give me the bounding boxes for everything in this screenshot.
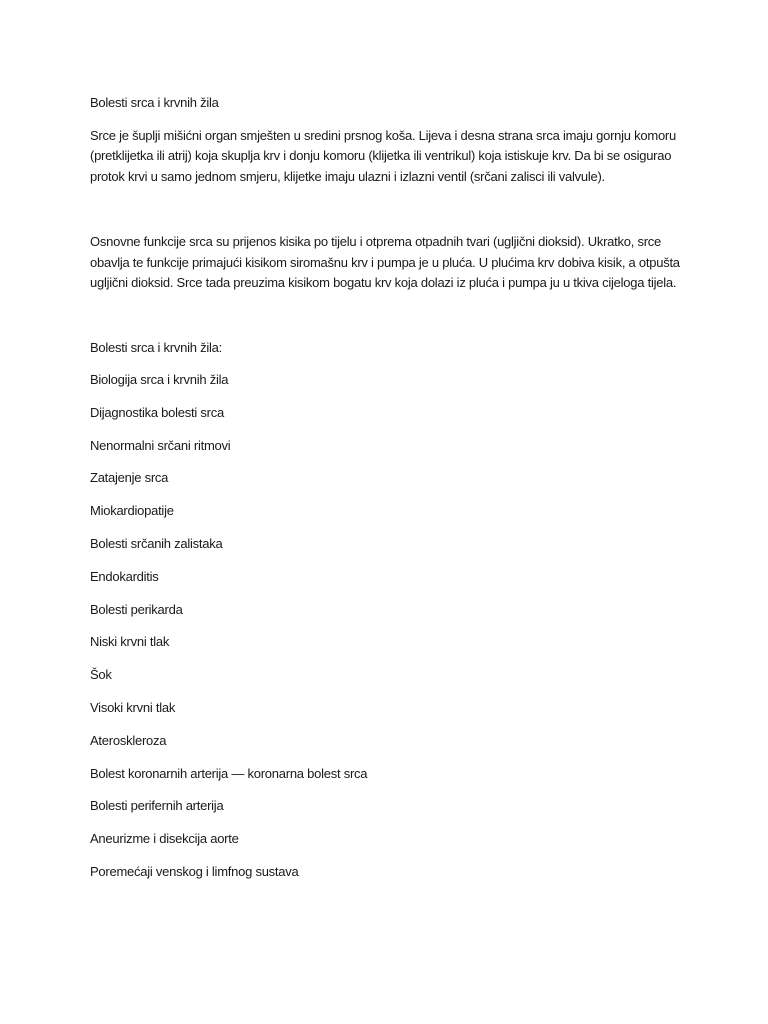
document-title: Bolesti srca i krvnih žila [90,95,219,110]
paragraph-heart-function: Osnovne funkcije srca su prijenos kisika po tijelu i otprema otpadnih tvari (ugljični dioksid). Ukratko, srce obavlja te funkcije primajući kisikom siromašnu krv i pumpa je u pluća. U plućima krv dobiva kisik, a otpušta ugljični dioksid. Srce tada preuzima kisikom bogatu krv koja dolazi iz pluća i pumpa ju u tkiva cijeloga tijela. [90,234,680,290]
list-item: Aneurizme i disekcija aorte [90,831,239,847]
topic-list [90,370,690,882]
list-item: Bolesti srčanih zalistaka [90,535,223,551]
list-heading: Bolesti srca i krvnih žila: [90,339,222,355]
list-item: Bolesti perikarda [90,601,183,617]
list-item: Dijagnostika bolesti srca [90,404,224,420]
list-item: Bolesti perifernih arterija [90,798,224,814]
list-item: Zatajenje srca [90,470,169,486]
document-page [90,93,690,895]
list-item: Niski krvni tlak [90,634,170,650]
list-item: Visoki krvni tlak [90,699,176,715]
list-item: Bolest koronarnih arterija — koronarna bolest srca [90,765,368,781]
list-item: Miokardiopatije [90,503,174,519]
list-item: Nenormalni srčani ritmovi [90,437,231,453]
list-item: Ateroskleroza [90,732,167,748]
list-item: Šok [90,667,112,683]
paragraph-heart-anatomy: Srce je šuplji mišićni organ smješten u sredini prsnog koša. Lijeva i desna strana srca imaju gornju komoru (pretklijetka ili atrij) koja skuplja krv i donju komoru (klijetka ili ventrikul) koja istiskuje krv. Da bi se osigurao protok krvi u samo jednom smjeru, klijetke imaju ulazni i izlazni ventil (srčani zalisci ili valvule). [90,127,676,184]
list-item: Biologija srca i krvnih žila [90,372,229,387]
list-item: Endokarditis [90,568,159,584]
list-item: Poremećaji venskog i limfnog sustava [90,863,299,879]
